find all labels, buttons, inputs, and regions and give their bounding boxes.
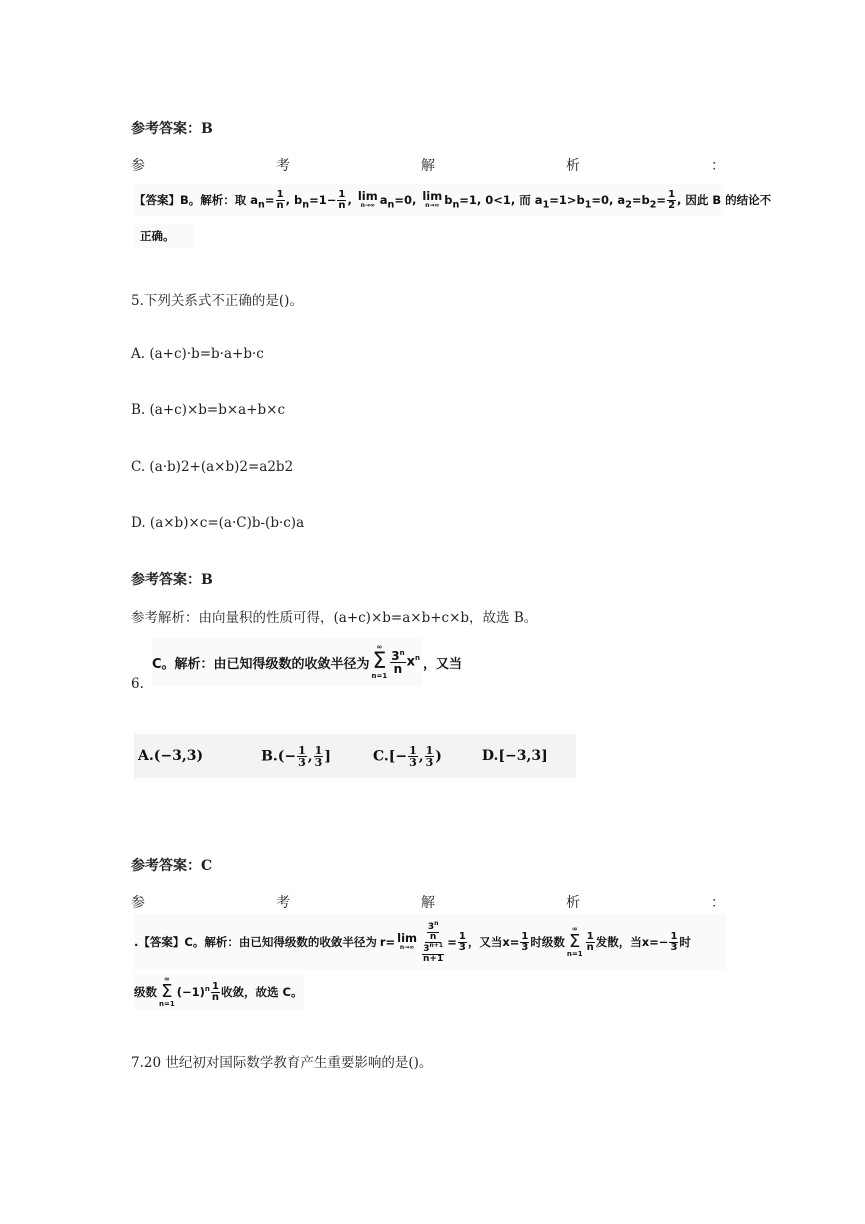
analysis-char: 析 (566, 895, 580, 911)
answer-label: 参考答案：C (131, 858, 213, 874)
scanned-answer-image: 【答案】 B。解析：取 $a_n=$ $\frac{1}{n}$ , $b_n=1-$ $\frac{1}{n}$ , lim n→∞ $a_n=0$, lim n→∞ $b_n=1$, 0<1, 而 $a_1=1>b_1=0$, $a_2=b_2=$ $\frac{1}{2}$ , 因此 B 的结论不 (134, 184, 724, 216)
analysis-char: 考 (276, 895, 290, 911)
analysis-char: 考 (276, 158, 290, 174)
question-6-options-image: A.(−3,3) B.(− $\frac{1}{3}$ , $\frac{1}{3}$ ] C.[− $\frac{1}{3}$ , $\frac{1}{3}$ ) D.[−3,3] (134, 734, 576, 778)
scanned-answer-image-line2: 级数 ∞ Σ n=1 $(-1)^n$ $\frac{1}{n}$ 收敛，故选 C。 (134, 975, 303, 1008)
option-d: D. (a×b)×c=(a·C)b-(b·c)a (131, 515, 305, 531)
analysis-char: 解 (421, 158, 435, 174)
option-c: C. (a·b)2+(a×b)2=a2b2 (131, 459, 294, 475)
analysis-char: 解 (421, 895, 435, 911)
scanned-answer-image: .【答案】 C。解析：由已知得级数的收敛半径为 r= lim n→∞ $\frac{\frac{3^n}{n}}{\frac{3^{n+1}}{n+1}}$ = $\frac{1}{3}$ ，又当 x= $\frac{1}{3}$ 时级数 ∞ Σ n=1 $\frac{1}{n}$ 发散，当 x=− $\frac{1}{3}$ 时 (134, 914, 726, 970)
answer-label: 参考答案：B (131, 572, 213, 588)
analysis-char: ： (711, 158, 725, 174)
analysis-text: 参考解析：由向量积的性质可得，(a+c)×b=a×b+c×b，故选 B。 (131, 610, 538, 626)
option-a: A. (a+c)·b=b·a+b·c (131, 346, 264, 362)
question-7: 7.20 世纪初对国际数学教育产生重要影响的是()。 (131, 1055, 433, 1071)
answer-label: 参考答案：B (131, 121, 213, 137)
analysis-char: 析 (566, 158, 580, 174)
question-6-number: 6. (131, 676, 144, 692)
scanned-answer-image-line2: 正确。 (134, 224, 194, 248)
option-b: B. (a+c)×b=b×a+b×c (131, 402, 286, 418)
analysis-char: 参 (131, 895, 145, 911)
question-5: 5.下列关系式不正确的是()。 (131, 293, 303, 309)
analysis-char: 参 (131, 158, 145, 174)
analysis-label-spread (131, 155, 725, 175)
question-6-image: C。解析：由已知得级数的收敛半径为 ∞ Σ n=1 $\frac{3^n}{n}$ $x^n$ ，又当 (152, 638, 422, 686)
analysis-label-spread (131, 892, 725, 912)
analysis-char: ： (711, 895, 725, 911)
